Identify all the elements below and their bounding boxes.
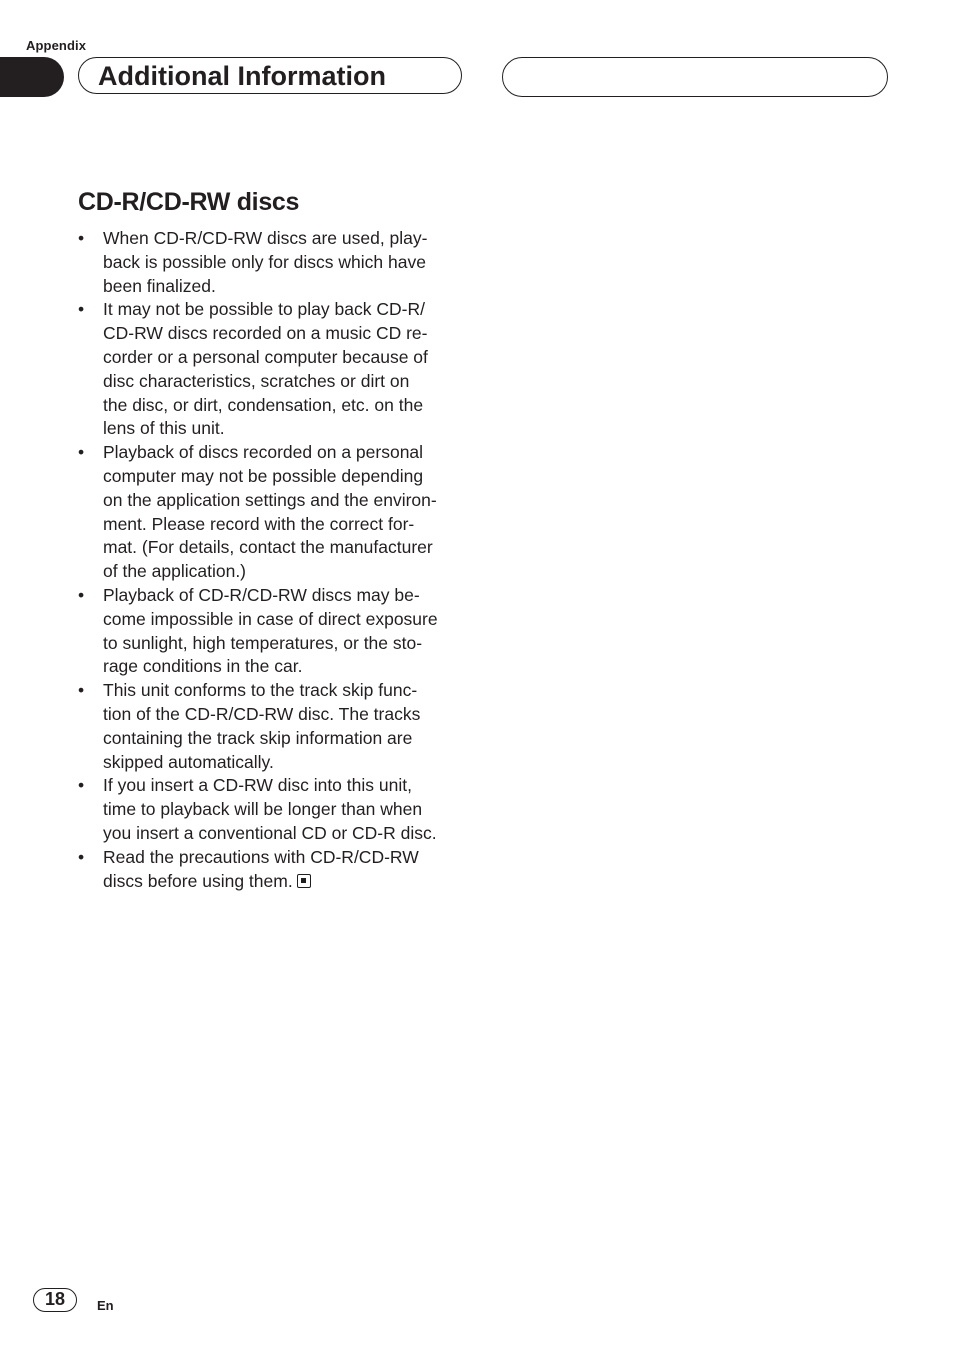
bullet-line-text: to sunlight, high temperatures, or the sto-	[103, 632, 423, 653]
bullet-line-text: ment. Please record with the correct for-	[103, 513, 415, 534]
bullet-text-line	[103, 275, 470, 299]
bullet-line-text: the disc, or dirt, condensation, etc. on the	[103, 394, 424, 415]
section-label: Appendix	[26, 38, 87, 53]
bullet-line-text: mat. (For details, contact the manufacturer	[103, 537, 433, 558]
bullet-item	[78, 774, 470, 845]
bullet-text-line	[103, 655, 470, 679]
empty-header-box	[502, 57, 888, 97]
bullet-item	[78, 227, 470, 298]
bullet-line-text: computer may not be possible depending	[103, 465, 424, 486]
bullet-line-text: Playback of CD-R/CD-RW discs may be-	[103, 584, 420, 605]
end-of-section-square-icon	[297, 874, 311, 888]
bullet-text-line	[103, 536, 470, 560]
bullet-line-text: lens of this unit.	[103, 418, 225, 439]
bullet-line-text: come impossible in case of direct exposure	[103, 608, 438, 629]
bullet-item	[78, 298, 470, 441]
bullet-text-line	[103, 822, 470, 846]
bullet-dot-icon: •	[78, 228, 85, 248]
bullet-line-text: rage conditions in the car.	[103, 656, 303, 677]
bullet-text-line	[103, 394, 470, 418]
bullet-line-text: of the application.)	[103, 561, 247, 582]
bullet-line-text: time to playback will be longer than when	[103, 799, 423, 820]
bullet-line-text: on the application settings and the environ-	[103, 489, 437, 510]
bullet-line-text: If you insert a CD-RW disc into this unit,	[103, 775, 412, 796]
bullet-text-line	[103, 774, 470, 798]
bullet-line-text: back is possible only for discs which have	[103, 251, 426, 272]
bullet-line-text: Read the precautions with CD-R/CD-RW	[103, 846, 419, 867]
bullet-text-line	[103, 727, 470, 751]
bullet-text-line	[103, 703, 470, 727]
bullet-text-line	[103, 298, 470, 322]
chapter-title: Additional Information	[98, 61, 386, 91]
bullet-text-line	[103, 465, 470, 489]
bullet-item	[78, 584, 470, 679]
bullet-text-line	[103, 370, 470, 394]
bullet-text-line	[103, 322, 470, 346]
bullet-text-line	[103, 251, 470, 275]
bullet-item	[78, 679, 470, 774]
chapter-tab-marker	[0, 57, 64, 97]
bullet-line-text: corder or a personal computer because of	[103, 346, 428, 367]
bullet-line-text: you insert a conventional CD or CD-R disc.	[103, 822, 437, 843]
bullet-line-text: When CD-R/CD-RW discs are used, play-	[103, 228, 428, 248]
bullet-line-text: containing the track skip information are	[103, 727, 413, 748]
bullet-dot-icon: •	[78, 775, 85, 796]
bullet-line-text: It may not be possible to play back CD-R/	[103, 299, 425, 320]
bullet-text-line	[103, 632, 470, 656]
bullet-dot-icon: •	[78, 299, 85, 320]
bullet-text-line	[103, 870, 470, 894]
bullet-line-text: skipped automatically.	[103, 751, 274, 772]
bullet-dot-icon: •	[78, 680, 85, 701]
bullet-text-line	[103, 679, 470, 703]
bullet-text-line	[103, 227, 470, 251]
bullet-line-text: been finalized.	[103, 275, 216, 296]
bullet-line-text: This unit conforms to the track skip func-	[103, 680, 418, 701]
bullet-text-line	[103, 608, 470, 632]
page-number: 18	[33, 1288, 77, 1312]
bullet-line-text: discs before using them.	[103, 870, 293, 891]
bullet-dot-icon: •	[78, 442, 85, 463]
bullet-dot-icon: •	[78, 584, 85, 605]
bullet-item	[78, 846, 470, 894]
bullet-text-line	[103, 513, 470, 537]
bullet-text-line	[103, 489, 470, 513]
bullet-text-line	[103, 441, 470, 465]
section-heading: CD-R/CD-RW discs	[78, 188, 300, 216]
bullet-line-text: tion of the CD-R/CD-RW disc. The tracks	[103, 703, 421, 724]
bullet-text-line	[103, 798, 470, 822]
chapter-title-box	[78, 57, 462, 94]
bullet-text-line	[103, 751, 470, 775]
bullet-item	[78, 441, 470, 584]
bullet-text-line	[103, 560, 470, 584]
bullet-list	[78, 227, 470, 893]
bullet-text-line	[103, 346, 470, 370]
bullet-text-line	[103, 417, 470, 441]
language-label: En	[97, 1298, 114, 1313]
bullet-line-text: Playback of discs recorded on a personal	[103, 442, 424, 463]
bullet-text-line	[103, 846, 470, 870]
bullet-line-text: CD-RW discs recorded on a music CD re-	[103, 323, 428, 344]
bullet-dot-icon: •	[78, 846, 85, 867]
bullet-line-text: disc characteristics, scratches or dirt on	[103, 370, 410, 391]
bullet-text-line	[103, 584, 470, 608]
